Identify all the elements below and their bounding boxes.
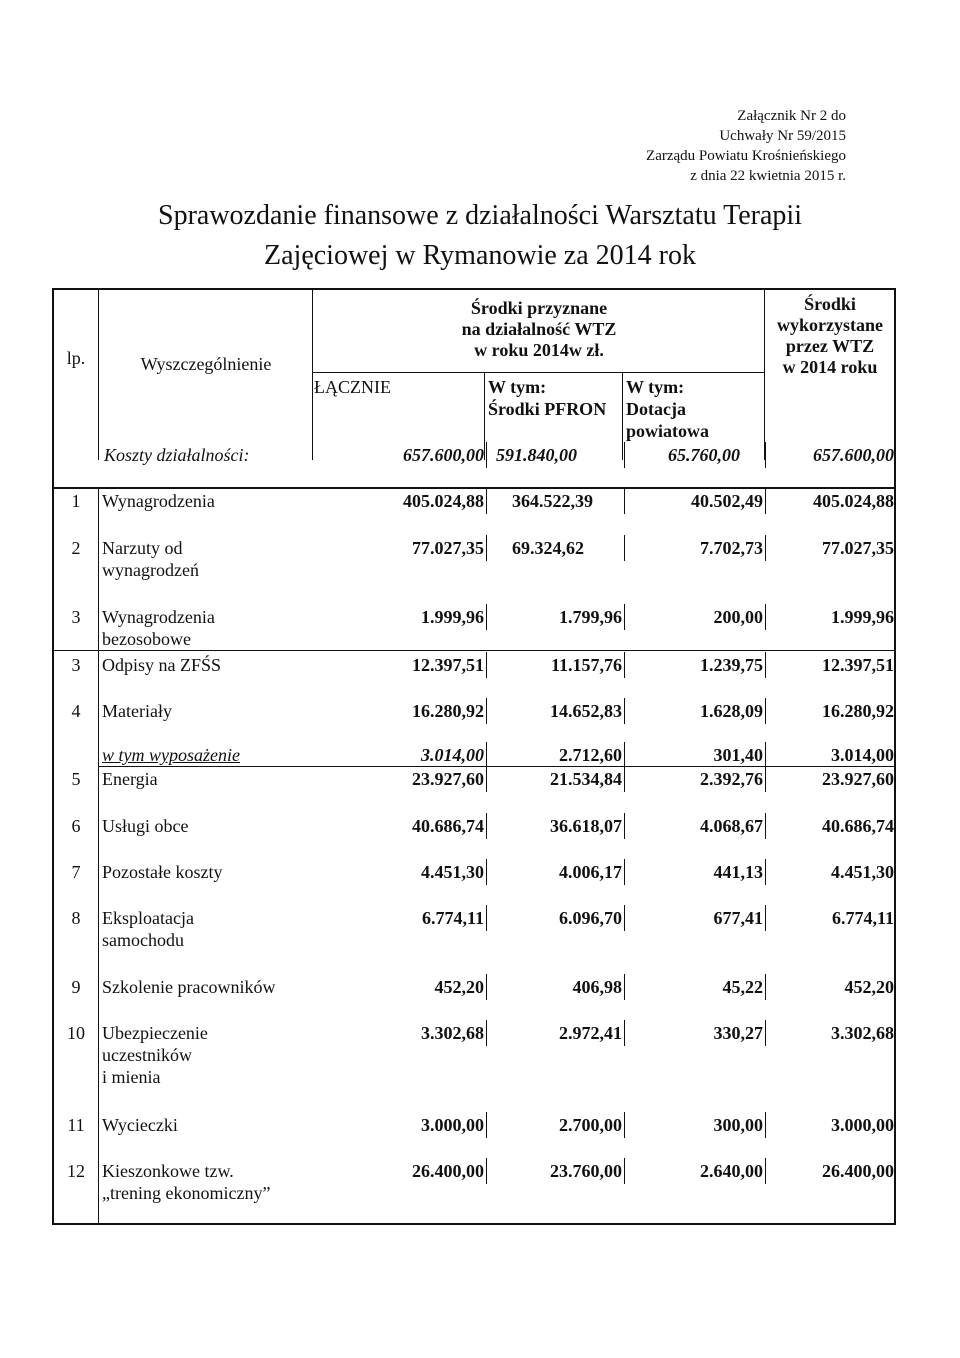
header-used [766,294,894,378]
desc-line: i mienia [102,1067,161,1087]
row-pfron: 6.096,70 [559,908,622,928]
cell-border-tick [895,1158,896,1184]
cell-border-tick [765,1020,766,1046]
cell-border-tick [486,813,487,839]
cell-border-tick [624,698,625,724]
desc-line: Wycieczki [102,1115,178,1135]
row-county: 677,41 [713,908,763,928]
cell-border-tick [486,766,487,792]
row-total: 23.927,60 [412,769,484,789]
cell-border-tick [486,905,487,931]
cell-border-tick [486,742,487,768]
row-total: 452,20 [434,977,484,997]
header-county-line: powiatowa [626,421,710,441]
header-used-line: wykorzystane [777,315,883,335]
row-used: 4.451,30 [831,862,894,882]
row-used: 12.397,51 [822,655,894,675]
attachment-line: Zarządu Powiatu Krośnieńskiego [646,148,846,164]
header-granted-line: w roku 2014w zł. [474,340,604,360]
cell-border-tick [624,1112,625,1138]
row-description [102,537,312,581]
cell-border-tick [765,652,766,678]
row-county: 1.628,09 [700,701,763,721]
row-lp: 1 [71,491,81,511]
row-pfron: 23.760,00 [550,1161,622,1181]
row-description [102,861,312,883]
desc-line: Szkolenie pracowników [102,977,276,997]
row-county: 200,00 [713,607,763,627]
cell-border-tick [765,1158,766,1184]
cell-border-tick [624,1020,625,1046]
cell-border-tick [624,766,625,792]
row-description [102,744,312,766]
row-total: 26.400,00 [412,1161,484,1181]
row-total: 6.774,11 [421,908,484,928]
row-used: 3.302,68 [831,1023,894,1043]
header-pfron-line: W tym: [488,377,547,397]
row-total: 3.014,00 [421,745,484,765]
row-lp: 9 [71,977,81,997]
cell-border-tick [486,1158,487,1184]
row-total: 4.451,30 [421,862,484,882]
header-used-line: Środki [804,294,856,314]
summary-county: 65.760,00 [668,445,740,465]
cell-border-tick [624,535,625,561]
row-lp: 4 [71,701,81,721]
row-used: 6.774,11 [831,908,894,928]
desc-line: samochodu [102,930,184,950]
cell-border-tick [895,766,896,792]
grid-line [98,488,99,1224]
cell-border-tick [624,604,625,630]
row-county: 2.392,76 [700,769,763,789]
cell-border-tick [486,652,487,678]
row-used: 77.027,35 [822,538,894,558]
header-description: Wyszczególnienie [140,354,272,374]
row-used: 1.999,96 [831,607,894,627]
row-pfron: 21.534,84 [550,769,622,789]
cell-border-tick [765,1112,766,1138]
row-pfron: 2.972,41 [559,1023,622,1043]
row-description [102,1160,312,1204]
row-county: 7.702,73 [700,538,763,558]
desc-line: Wynagrodzenia [102,607,215,627]
row-used: 26.400,00 [822,1161,894,1181]
attachment-line: z dnia 22 kwietnia 2015 r. [690,168,846,184]
row-description [102,768,312,790]
row-total: 16.280,92 [412,701,484,721]
cell-border-tick [895,535,896,561]
cell-border-tick [765,442,766,468]
desc-line: Pozostałe koszty [102,862,223,882]
desc-line: uczestników [102,1045,192,1065]
header-county [626,376,709,442]
row-description [102,654,312,676]
header-lp: lp. [66,348,86,368]
cell-border-tick [895,974,896,1000]
header-used-line: przez WTZ [785,336,875,356]
cell-border-tick [624,652,625,678]
row-lp: 6 [71,816,81,836]
row-description [102,976,312,998]
grid-line [98,290,99,460]
row-description [102,907,312,951]
row-total: 405.024,88 [403,491,484,511]
cell-border-tick [765,488,766,514]
desc-line: Kieszonkowe tzw. [102,1161,234,1181]
row-lp: 12 [67,1161,85,1181]
row-pfron: 69.324,62 [512,538,584,558]
row-total: 12.397,51 [412,655,484,675]
desc-line: w tym wyposażenie [102,745,240,765]
summary-pfron: 591.840,00 [496,445,577,465]
cell-border-tick [765,859,766,885]
row-county: 4.068,67 [700,816,763,836]
cell-border-tick [895,604,896,630]
row-used: 452,20 [844,977,894,997]
cell-border-tick [765,905,766,931]
cell-border-tick [624,905,625,931]
row-county: 1.239,75 [700,655,763,675]
grid-line [764,290,765,460]
row-pfron: 4.006,17 [559,862,622,882]
cell-border-tick [486,535,487,561]
cell-border-tick [486,442,487,468]
row-description [102,815,312,837]
cell-border-tick [765,604,766,630]
cell-border-tick [765,766,766,792]
desc-line: Ubezpieczenie [102,1023,208,1043]
row-lp: 8 [71,908,81,928]
row-used: 40.686,74 [822,816,894,836]
row-pfron: 364.522,39 [512,491,593,511]
desc-line: Energia [102,769,158,789]
cell-border-tick [765,974,766,1000]
cell-border-tick [765,535,766,561]
cell-border-tick [895,859,896,885]
cell-border-tick [486,859,487,885]
desc-line: bezosobowe [102,629,191,649]
cell-border-tick [624,1158,625,1184]
row-total: 40.686,74 [412,816,484,836]
cell-border-tick [624,442,625,468]
summary-used: 657.600,00 [813,445,894,465]
desc-line: Wynagrodzenia [102,491,215,511]
desc-line: Narzuty od [102,538,183,558]
row-pfron: 2.700,00 [559,1115,622,1135]
row-used: 23.927,60 [822,769,894,789]
row-pfron: 406,98 [572,977,622,997]
desc-line: Eksploatacja [102,908,194,928]
cell-border-tick [895,698,896,724]
grid-line [98,766,894,767]
row-total: 3.302,68 [421,1023,484,1043]
cell-border-tick [486,1112,487,1138]
row-pfron: 2.712,60 [559,745,622,765]
row-lp: 10 [67,1023,85,1043]
row-used: 3.000,00 [831,1115,894,1135]
attachment-note [646,106,846,186]
cell-border-tick [486,1020,487,1046]
desc-line: Materiały [102,701,172,721]
row-description [102,490,312,512]
row-county: 441,13 [713,862,763,882]
attachment-line: Załącznik Nr 2 do [737,108,846,124]
header-pfron-line: Środki PFRON [488,399,607,419]
header-pfron [488,376,606,420]
cell-border-tick [486,488,487,514]
row-description [102,1022,312,1088]
row-description [102,700,312,722]
row-lp: 5 [71,769,81,789]
cell-border-tick [624,742,625,768]
row-county: 300,00 [713,1115,763,1135]
cell-border-tick [895,1020,896,1046]
summary-label: Koszty działalności: [104,445,250,465]
row-pfron: 36.618,07 [550,816,622,836]
document-title [0,196,960,276]
row-lp: 11 [67,1115,85,1135]
cell-border-tick [486,698,487,724]
row-county: 301,40 [713,745,763,765]
row-county: 40.502,49 [691,491,763,511]
cell-border-tick [895,442,896,468]
row-lp: 3 [71,607,81,627]
cell-border-tick [895,742,896,768]
row-used: 3.014,00 [831,745,894,765]
cell-border-tick [486,974,487,1000]
row-pfron: 14.652,83 [550,701,622,721]
cell-border-tick [765,813,766,839]
row-county: 45,22 [722,977,763,997]
cell-border-tick [895,1112,896,1138]
cell-border-tick [895,652,896,678]
cell-border-tick [895,813,896,839]
summary-total: 657.600,00 [403,445,484,465]
attachment-line: Uchwały Nr 59/2015 [719,128,846,144]
cell-border-tick [895,905,896,931]
row-total: 3.000,00 [421,1115,484,1135]
header-separator [52,487,896,489]
row-used: 405.024,88 [813,491,894,511]
cell-border-tick [624,488,625,514]
header-granted-line: Środki przyznane [470,298,608,318]
header-granted [314,298,764,361]
row-description [102,606,312,650]
cell-border-tick [765,742,766,768]
row-pfron: 11.157,76 [550,655,622,675]
row-lp: 3 [71,655,81,675]
cell-border-tick [624,974,625,1000]
row-county: 2.640,00 [700,1161,763,1181]
row-total: 1.999,96 [421,607,484,627]
cell-border-tick [624,859,625,885]
row-lp: 7 [71,862,81,882]
title-line: Zajęciowej w Rymanowie za 2014 rok [264,240,696,271]
desc-line: Usługi obce [102,816,189,836]
header-county-line: Dotacja [626,399,686,419]
row-pfron: 1.799,96 [559,607,622,627]
header-used-line: w 2014 roku [782,357,878,377]
grid-line [484,372,485,460]
row-lp: 2 [71,538,81,558]
header-granted-line: na działalność WTZ [461,319,617,339]
row-used: 16.280,92 [822,701,894,721]
desc-line: Odpisy na ZFŚS [102,655,222,675]
grid-line [312,290,313,460]
desc-line: wynagrodzeń [102,560,199,580]
grid-line [54,650,894,651]
row-county: 330,27 [713,1023,763,1043]
cell-border-tick [486,604,487,630]
desc-line: „trening ekonomiczny” [102,1183,271,1203]
cell-border-tick [895,488,896,514]
header-county-line: W tym: [626,377,685,397]
title-line: Sprawozdanie finansowe z działalności Warsztatu Terapii [158,200,802,231]
grid-line [312,372,764,373]
cell-border-tick [765,698,766,724]
header-total: ŁĄCZNIE [314,377,391,397]
cell-border-tick [624,813,625,839]
row-description [102,1114,312,1136]
row-total: 77.027,35 [412,538,484,558]
